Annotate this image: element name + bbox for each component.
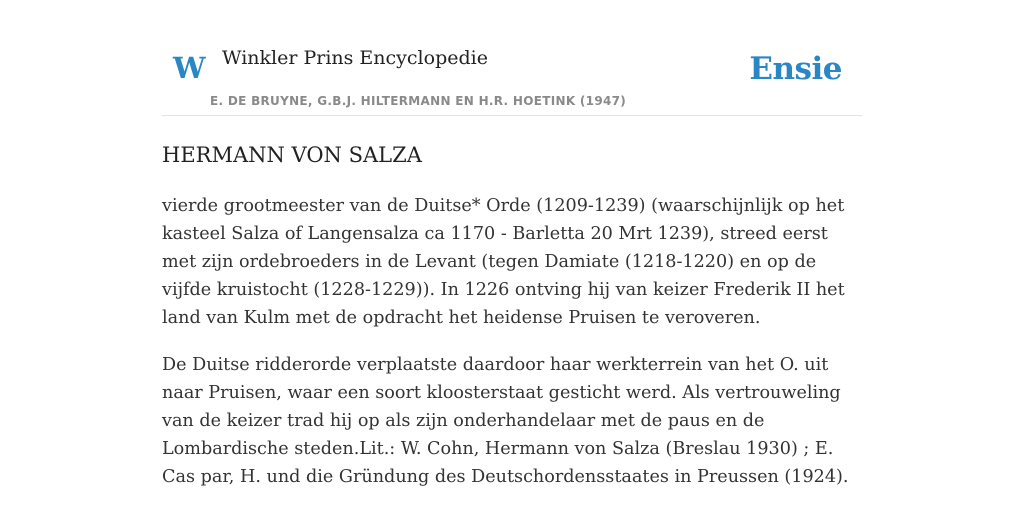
entry-paragraph: vierde grootmeester van de Duitse* Orde (1209-1239) (waarschijnlijk op het kasteel Salza of Langensalza ca 1170 - Barletta 20 Mrt 1239), streed eerst met zijn ordebroeders in de Levant (tegen Damiate (1218-1220) en op de vijfde kruistocht (1228-1229)). In 1226 ontving hij van keizer Frederik II het land van Kulm met de opdracht het heidense Pruisen te veroveren. bbox=[162, 196, 845, 328]
encyclopedia-authors: E. DE BRUYNE, G.B.J. HILTERMANN EN H.R. HOETINK (1947) bbox=[210, 94, 627, 108]
winkler-prins-logo[interactable]: W bbox=[173, 51, 206, 85]
entry-paragraph: De Duitse ridderorde verplaatste daardoor haar werkterrein van het O. uit naar Pruisen, waar een soort kloosterstaat gesticht werd. Als vertrouweling van de keizer trad hij op als zijn onderhandelaar met de paus en de Lombardische steden.Lit.: W. Cohn, Hermann von Salza (Breslau 1930) ; E. Cas par, H. und die Gründung des Deutschordensstaates in Preussen (1924). bbox=[162, 355, 849, 487]
encyclopedia-title[interactable]: Winkler Prins Encyclopedie bbox=[222, 47, 488, 69]
ensie-logo[interactable]: Ensie bbox=[749, 51, 842, 87]
entry-body bbox=[162, 192, 862, 510]
entry-title: HERMANN VON SALZA bbox=[162, 143, 422, 167]
encyclopedia-header bbox=[162, 0, 862, 116]
